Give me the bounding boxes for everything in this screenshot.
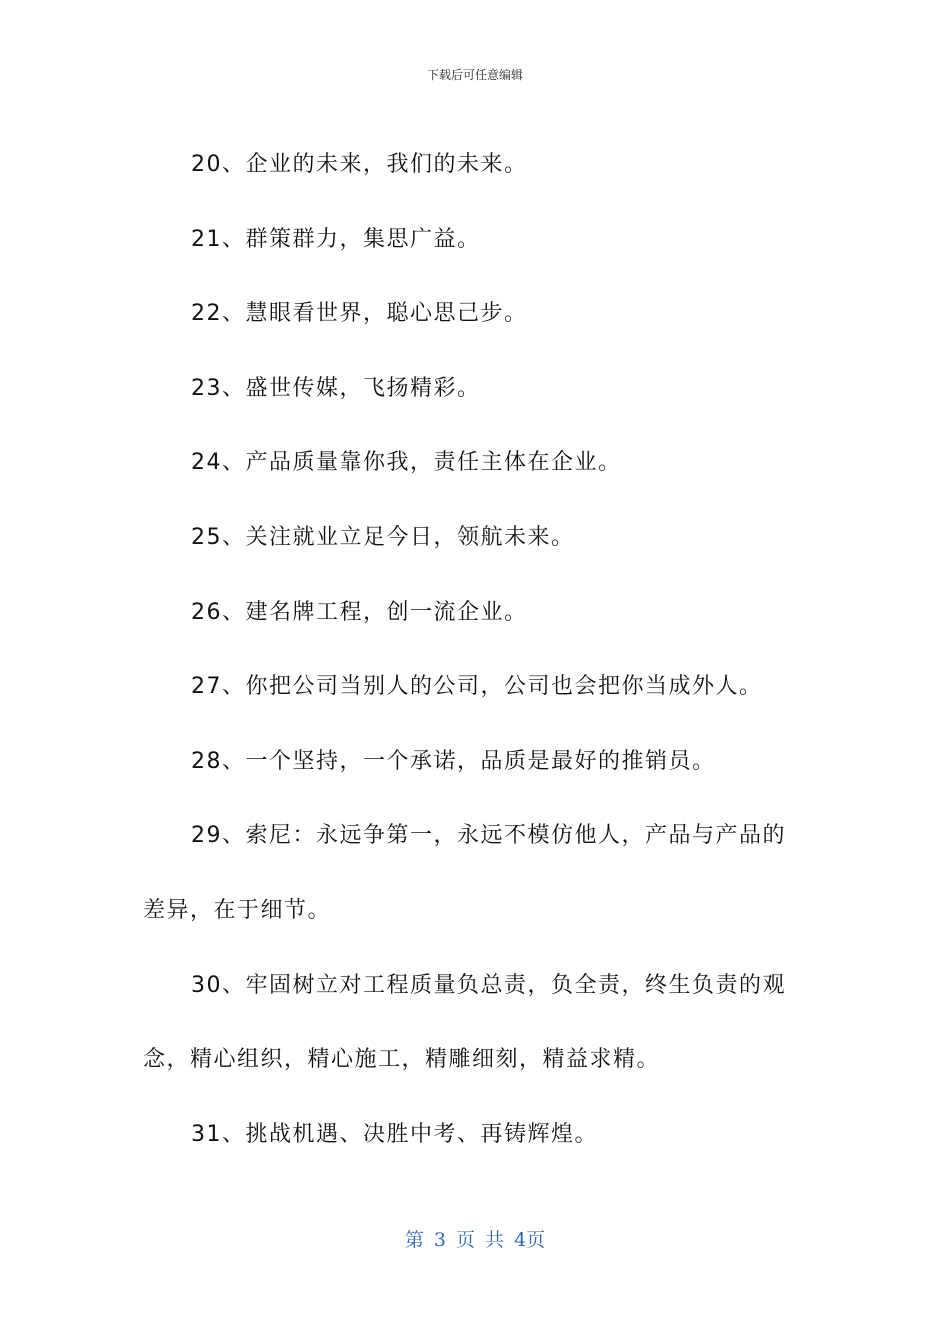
paragraph-28: 28、一个坚持，一个承诺，品质是最好的推销员。: [191, 748, 716, 774]
paragraph-26: 26、建名牌工程，创一流企业。: [191, 599, 528, 625]
paragraph-20: 20、企业的未来，我们的未来。: [191, 152, 528, 177]
paragraph-30-line-2: 念，精心组织，精心施工，精雕细刻，精益求精。: [143, 1047, 661, 1073]
page-header: 下载后可任意编辑: [426, 68, 523, 82]
paragraph-23: 23、盛世传媒，飞扬精彩。: [191, 375, 481, 401]
paragraph-29-line-1: 29、索尼：永远争第一，永远不模仿他人，产品与产品的: [191, 823, 786, 849]
page-number: 第 3 页 共 4页: [404, 1229, 546, 1251]
paragraph-24: 24、产品质量靠你我，责任主体在企业。: [191, 450, 622, 476]
paragraph-27: 27、你把公司当别人的公司，公司也会把你当成外人。: [191, 674, 763, 700]
paragraph-31: 31、挑战机遇、决胜中考、再铸辉煌。: [191, 1121, 598, 1147]
paragraph-22: 22、慧眼看世界，聪心思己步。: [191, 301, 528, 327]
paragraph-29-line-2: 差异，在于细节。: [143, 897, 332, 923]
paragraph-21: 21、群策群力，集思广益。: [191, 226, 481, 252]
paragraph-25: 25、关注就业立足今日，领航未来。: [191, 524, 575, 550]
document-body: [143, 128, 803, 1172]
paragraph-30-line-1: 30、牢固树立对工程质量负总责，负全责，终生负责的观: [191, 972, 786, 998]
